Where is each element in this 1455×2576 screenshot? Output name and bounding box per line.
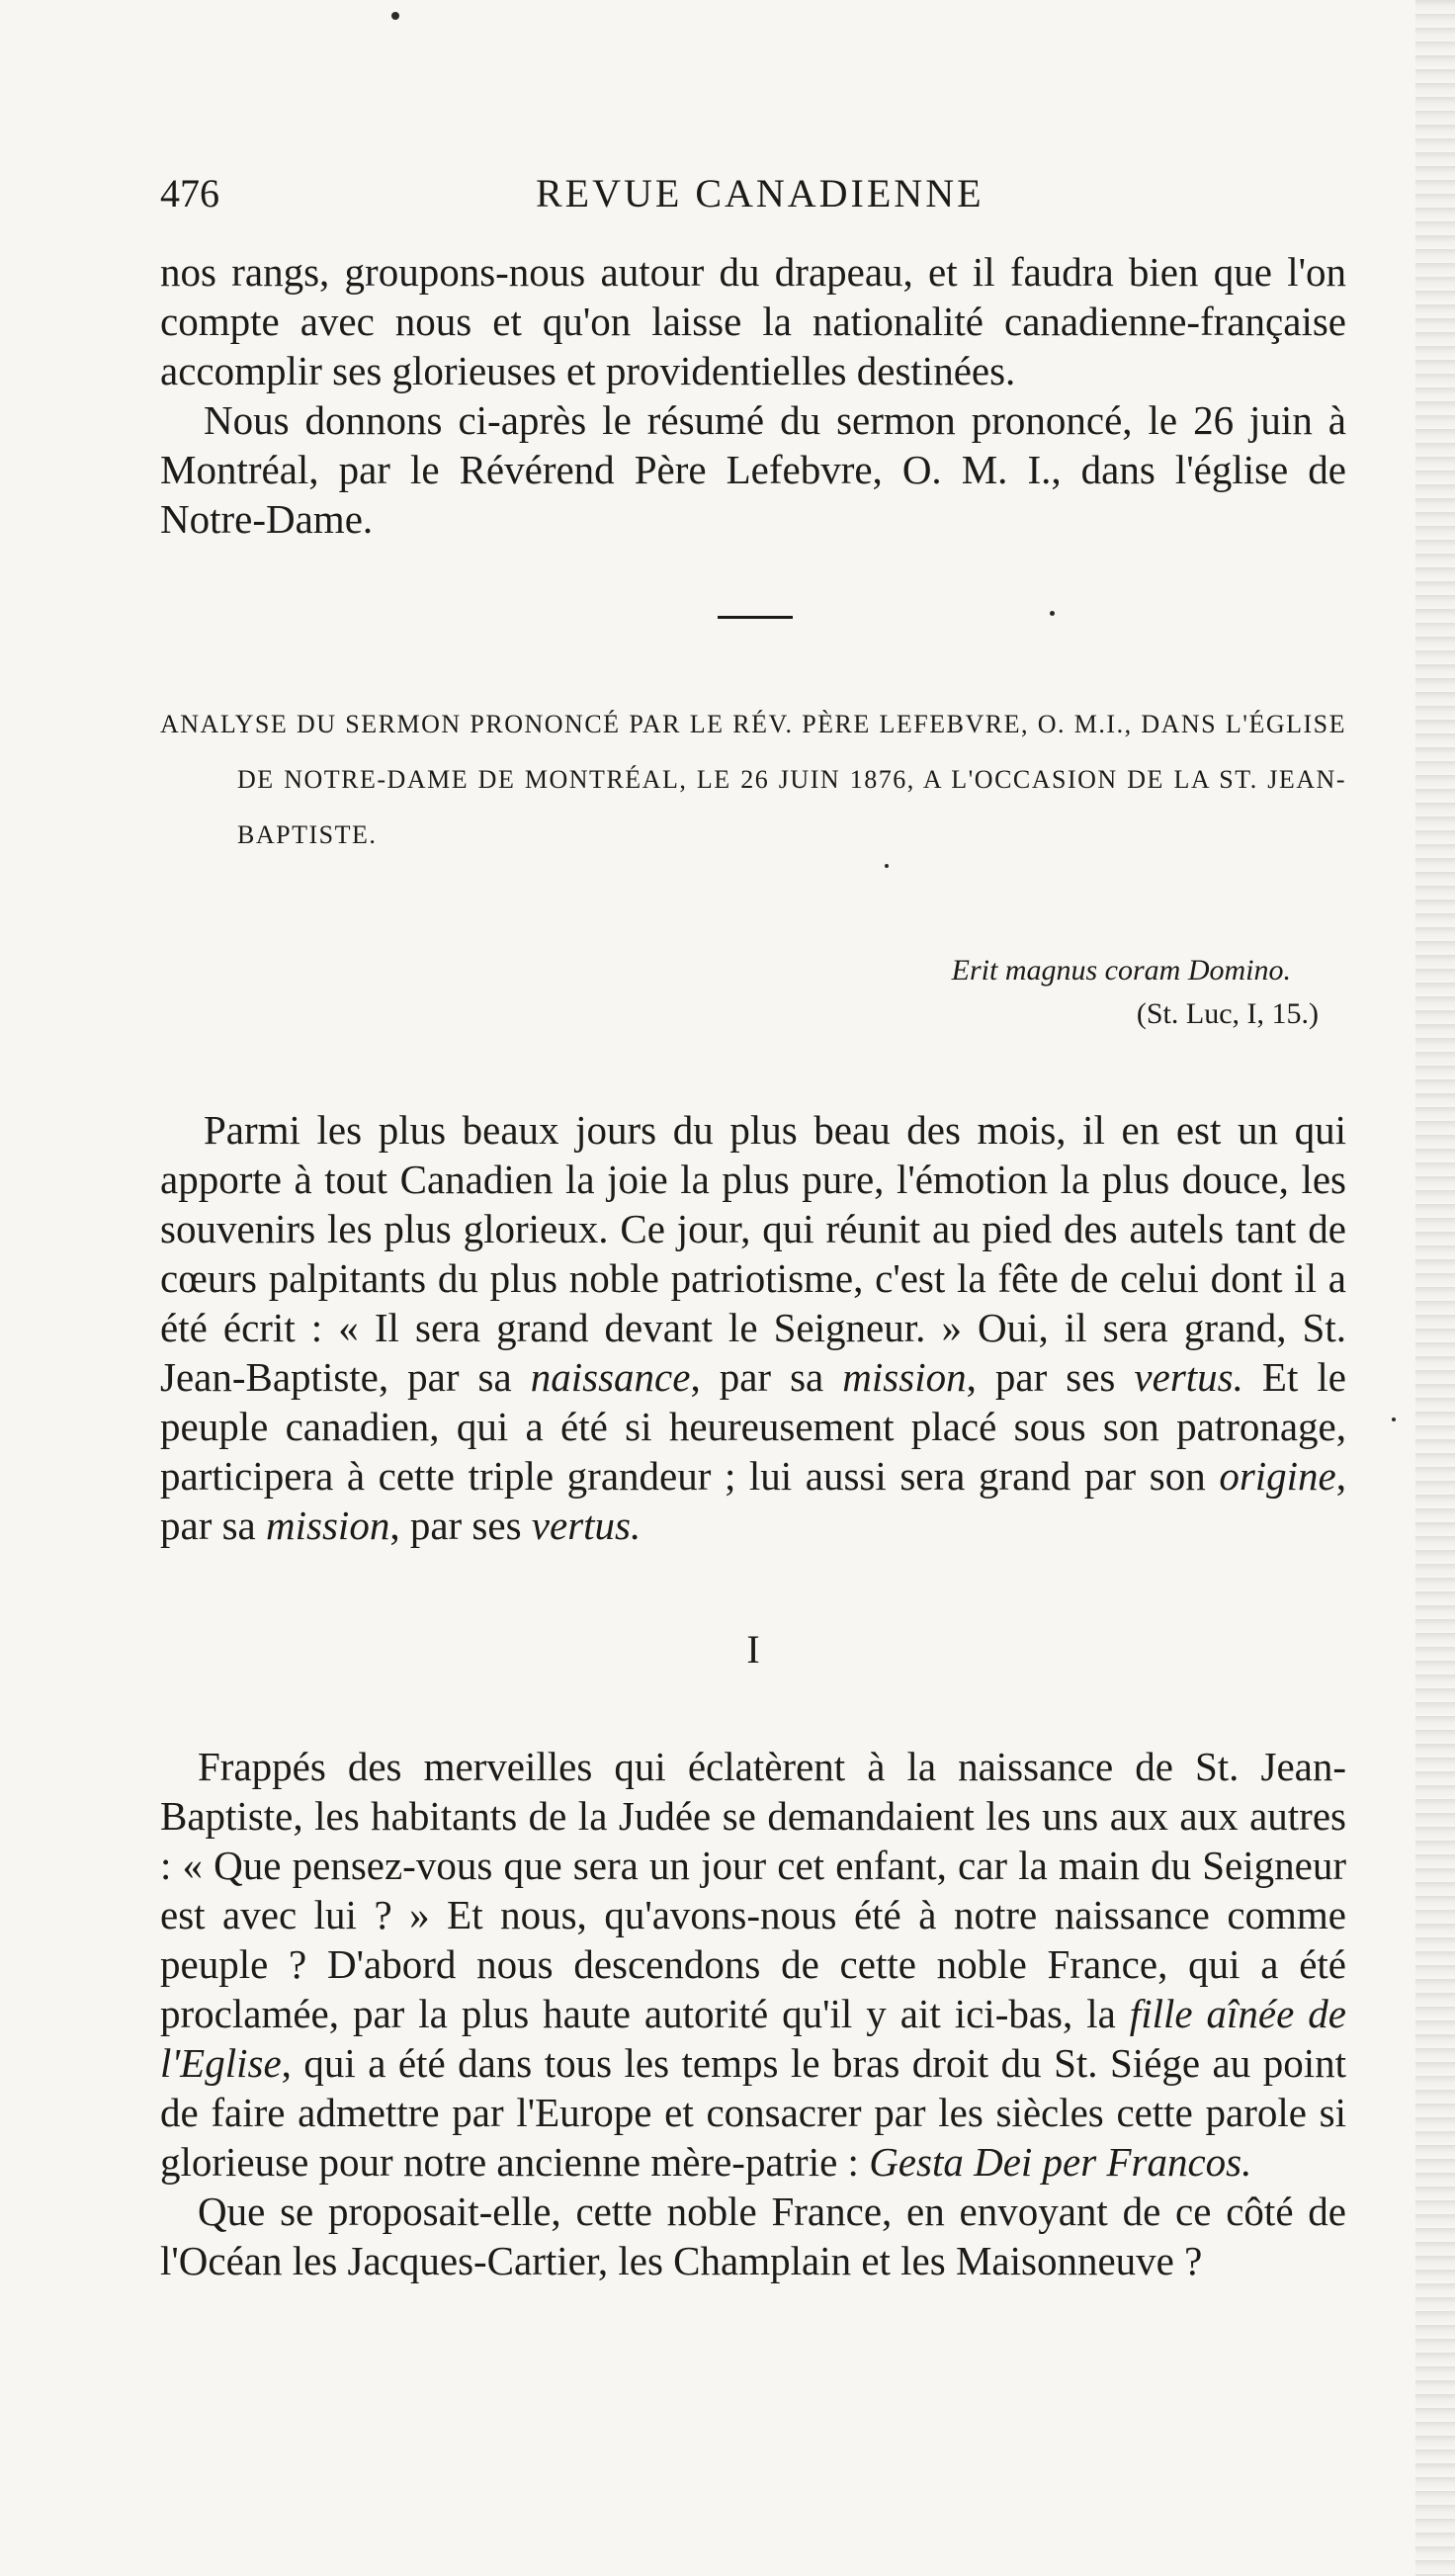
- italic-run: mission: [266, 1503, 390, 1548]
- sermon-paragraph-france: Que se proposait-elle, cette noble France, en envoyant de ce côté de l'Océan les Jacques-Cartier, les Champlain et les Maisonneuve ?: [160, 2189, 1346, 2283]
- italic-run: vertus.: [1134, 1354, 1243, 1400]
- ink-speck: [1392, 1417, 1396, 1421]
- sermon-paragraph-birth: [160, 1742, 1346, 2187]
- intro-continuation-paragraph: nos rangs, groupons-nous autour du drapeau, et il faudra bien que l'on compte avec nous et qu'on laisse la nationalité canadienne-française accomplir ses glorieuses et providentielles destinées.: [160, 249, 1346, 393]
- italic-run: naissance: [530, 1354, 691, 1400]
- epigraph-reference: (St. Luc, I, 15.): [1136, 997, 1319, 1030]
- sermon-paragraph-opening: [160, 1105, 1346, 1550]
- text-run: Parmi les plus beaux jours du plus beau des mois, il en est un qui apporte à tout Canadien la joie la plus pure, l'émotion la plus douce, les souvenirs les plus glorieux. Ce jour, qui réunit au pied des autels tant de cœurs palpitants du plus noble patriotisme, c'est la fête de celui dont il a été écrit : « Il sera grand devant le Seigneur. » Oui, il sera grand, St. Jean-Baptiste, par sa: [160, 1107, 1346, 1400]
- italic-run: vertus.: [531, 1503, 642, 1548]
- ink-speck: [1050, 611, 1055, 616]
- text-run: Frappés des merveilles qui éclatèrent à la naissance de St. Jean-Baptiste, les habitants de la Judée se demandaient les uns aux aux autres : « Que pensez-vous que sera un jour cet enfant, car la main du Seigneur est avec lui ? » Et nous, qu'avons-nous été à notre naissance comme peuple ? D'abord nous descendons de cette noble France, qui a été proclamée, par la plus haute autorité qu'il y ait ici-bas, la: [160, 1744, 1346, 2036]
- page-edge-shadow: [1415, 0, 1455, 2576]
- text-run: , par ses: [389, 1503, 532, 1548]
- section-divider: [718, 616, 793, 619]
- sermon-heading: ANALYSE DU SERMON PRONONCÉ PAR LE RÉV. PÈRE LEFEBVRE, O. M.I., DANS L'ÉGLISE DE NOTRE-DAME DE MONTRÉAL, LE 26 JUIN 1876, A L'OCCASION DE LA ST. JEAN-BAPTISTE.: [160, 710, 1346, 849]
- part-numeral: I: [746, 1627, 760, 1672]
- running-title: REVUE CANADIENNE: [536, 171, 984, 215]
- epigraph-quote: Erit magnus coram Domino.: [951, 954, 1291, 987]
- part-one-block: [160, 1742, 1346, 2285]
- text-run: , par sa: [690, 1354, 843, 1400]
- text-run: , par ses: [966, 1354, 1135, 1400]
- italic-run: mission: [842, 1354, 967, 1400]
- page-header: [160, 170, 1346, 223]
- italic-run: fille aînée de l'Eglise: [160, 1991, 1346, 2086]
- page-number: 476: [160, 171, 219, 215]
- epigraph: [160, 949, 1319, 1036]
- text-run: , par sa: [160, 1453, 1346, 1548]
- intro-announcement-paragraph: Nous donnons ci-après le résumé du sermon prononcé, le 26 juin à Montréal, par le Révérend Père Lefebvre, O. M. I., dans l'église de Notre-Dame.: [160, 397, 1346, 542]
- ink-speck: [391, 12, 399, 20]
- text-run: Et le peuple canadien, qui a été si heureusement placé sous son patronage, participera à cette triple grandeur ; lui aussi sera grand par son: [160, 1354, 1346, 1499]
- italic-run: origine: [1219, 1453, 1336, 1499]
- text-run: , qui a été dans tous les temps le bras droit du St. Siége au point de faire admettre par l'Europe et consacrer par les siècles cette parole si glorieuse pour notre ancienne mère-patrie :: [160, 2040, 1346, 2185]
- italic-run: Gesta Dei per Francos.: [869, 2139, 1252, 2185]
- intro-block: [160, 247, 1346, 544]
- ink-speck: [885, 864, 889, 868]
